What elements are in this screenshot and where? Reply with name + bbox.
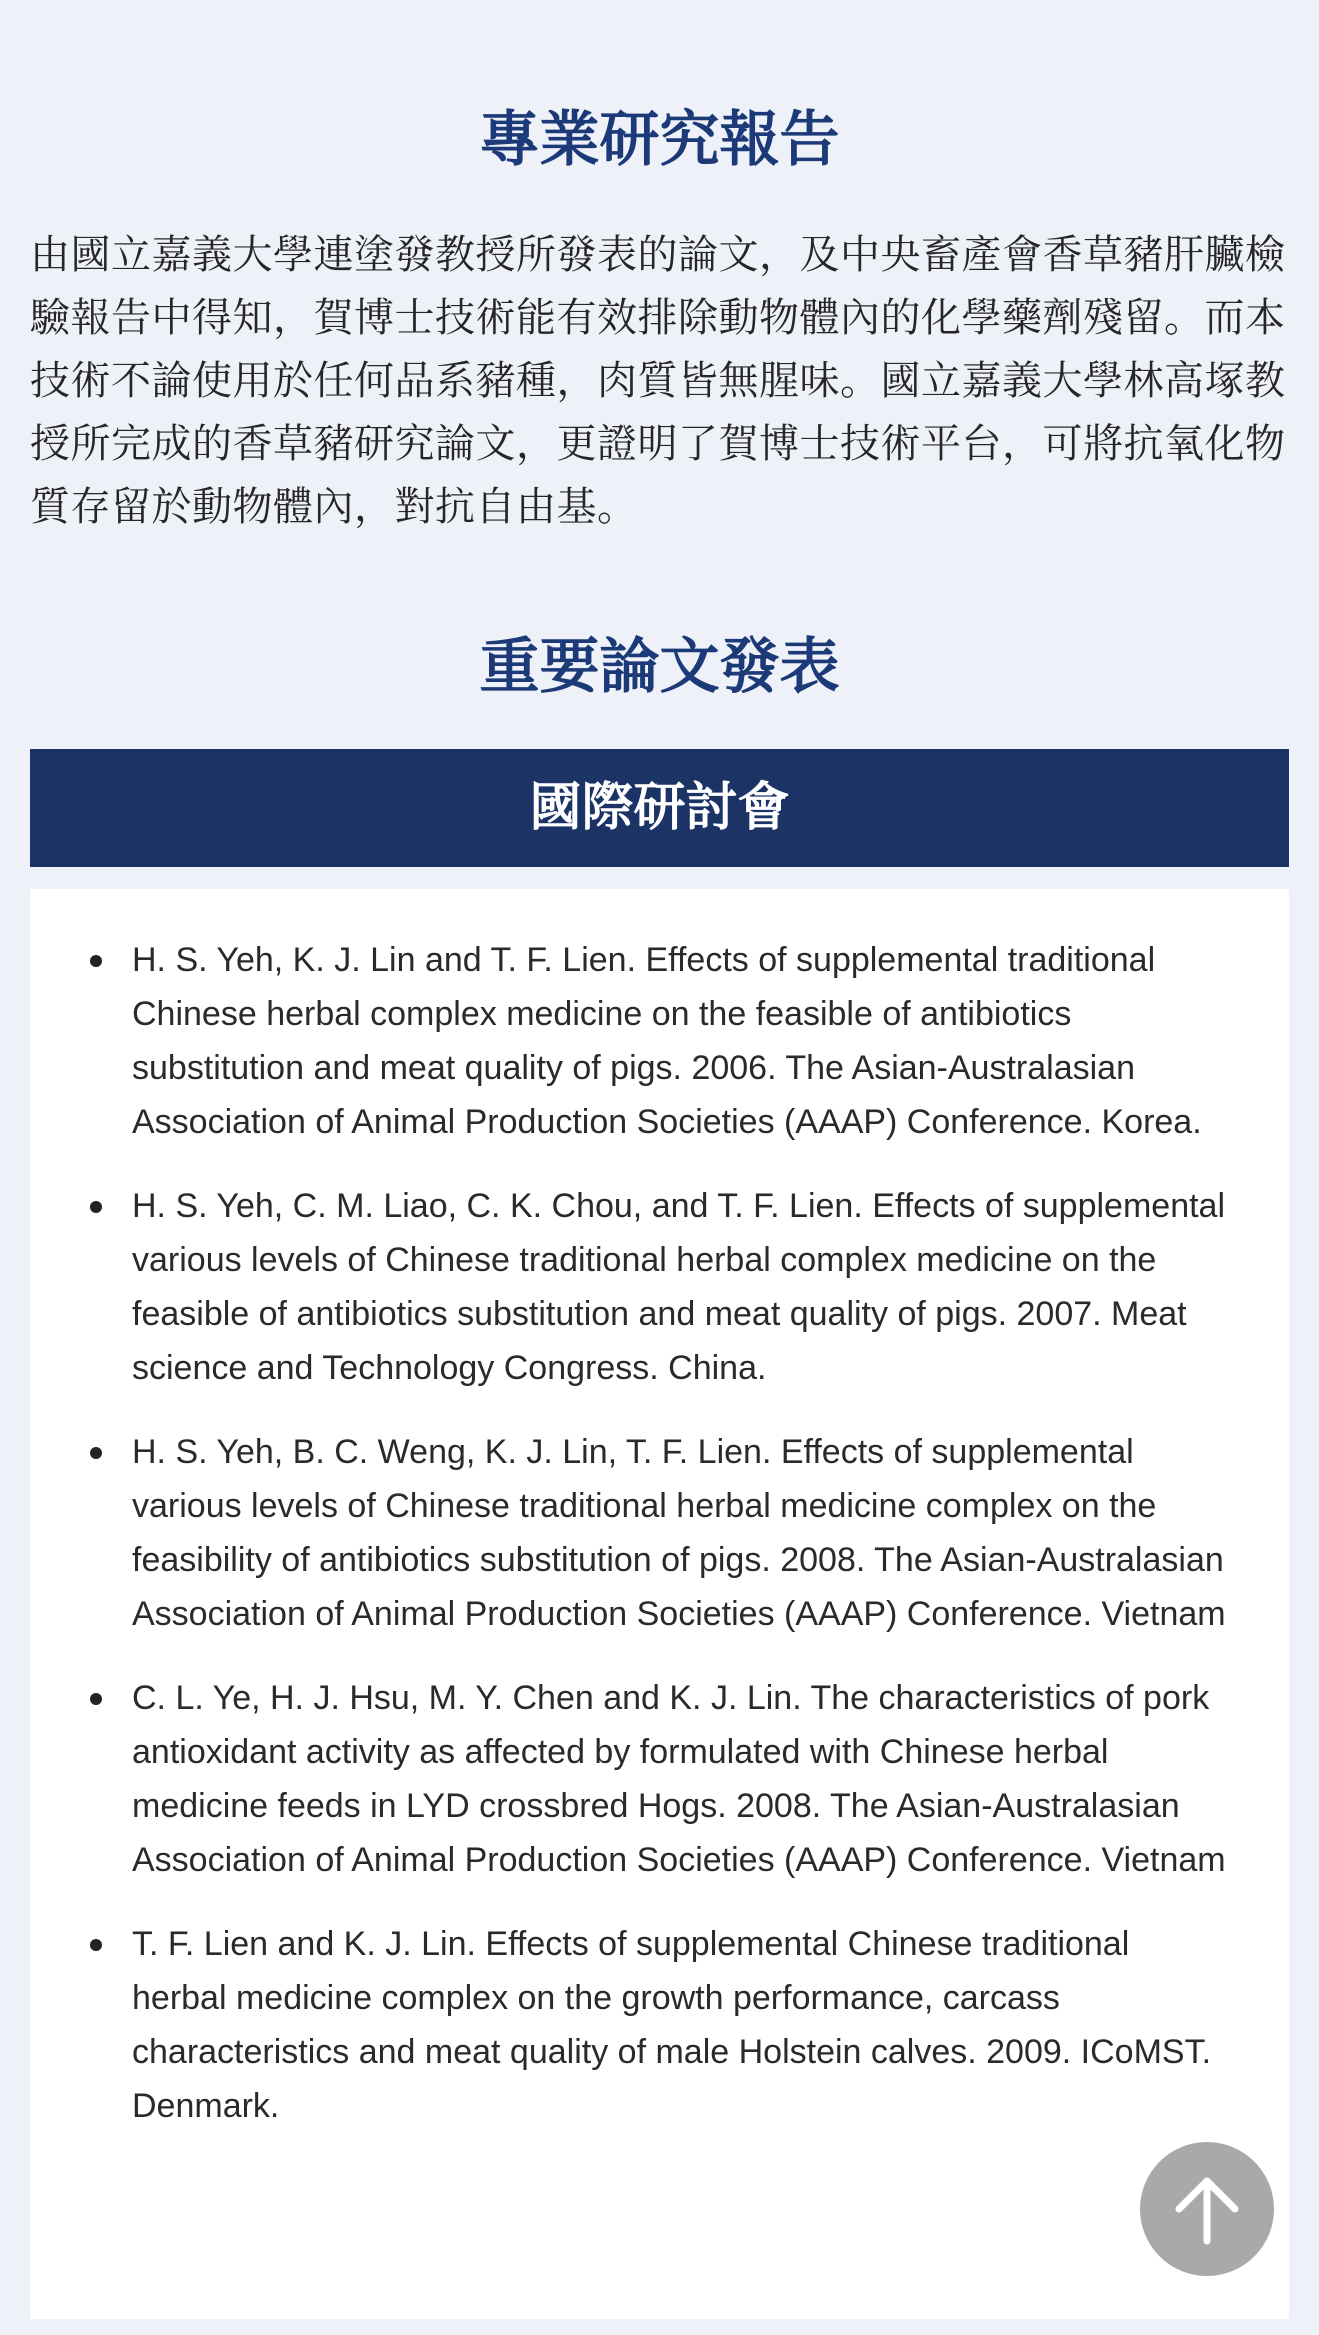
paper-item: H. S. Yeh, C. M. Liao, C. K. Chou, and T. F. Lien. Effects of supplemental various levels of Chinese traditional herbal complex medicine on the feasible of antibiotics substitution and meat quality of pigs. 2007. Meat science and Technology Congress. China. — [90, 1179, 1227, 1395]
report-intro-text: 由國立嘉義大學連塗發教授所發表的論文，及中央畜產會香草豬肝臟檢驗報告中得知，賀博士技術能有效排除動物體內的化學藥劑殘留。而本技術不論使用於任何品系豬種，肉質皆無腥味。國立嘉義大學林高塚教授所完成的香草豬研究論文，更證明了賀博士技術平台，可將抗氧化物質存留於動物體內，對抗自由基。 — [30, 232, 1286, 530]
paper-item: H. S. Yeh, K. J. Lin and T. F. Lien. Effects of supplemental traditional Chinese herbal complex medicine on the feasible of antibiotics substitution and meat quality of pigs. 2006. The Asian-Australasian Association of Animal Production Societies (AAAP) Conference. Korea. — [90, 933, 1227, 1149]
paper-list — [90, 933, 1227, 2133]
papers-title: 重要論文發表 — [479, 632, 840, 702]
paper-item: C. L. Ye, H. J. Hsu, M. Y. Chen and K. J. Lin. The characteristics of pork antioxidant activity as affected by formulated with Chinese herbal medicine feeds in LYD crossbred Hogs. 2008. The Asian-Australasian Association of Animal Production Societies (AAAP) Conference. Vietnam — [90, 1671, 1227, 1887]
paper-item: H. S. Yeh, B. C. Weng, K. J. Lin, T. F. Lien. Effects of supplemental various levels of Chinese traditional herbal medicine complex on the feasibility of antibiotics substitution of pigs. 2008. The Asian-Australasian Association of Animal Production Societies (AAAP) Conference. Vietnam — [90, 1425, 1227, 1641]
report-title: 專業研究報告 — [479, 105, 840, 175]
arrow-up-icon — [1169, 2171, 1245, 2247]
conference-header: 國際研討會 — [30, 749, 1289, 867]
paper-list-container — [30, 889, 1289, 2319]
back-to-top-button[interactable] — [1140, 2142, 1274, 2276]
paper-item: T. F. Lien and K. J. Lin. Effects of supplemental Chinese traditional herbal medicine complex on the growth performance, carcass characteristics and meat quality of male Holstein calves. 2009. ICoMST. Denmark. — [90, 1917, 1227, 2133]
